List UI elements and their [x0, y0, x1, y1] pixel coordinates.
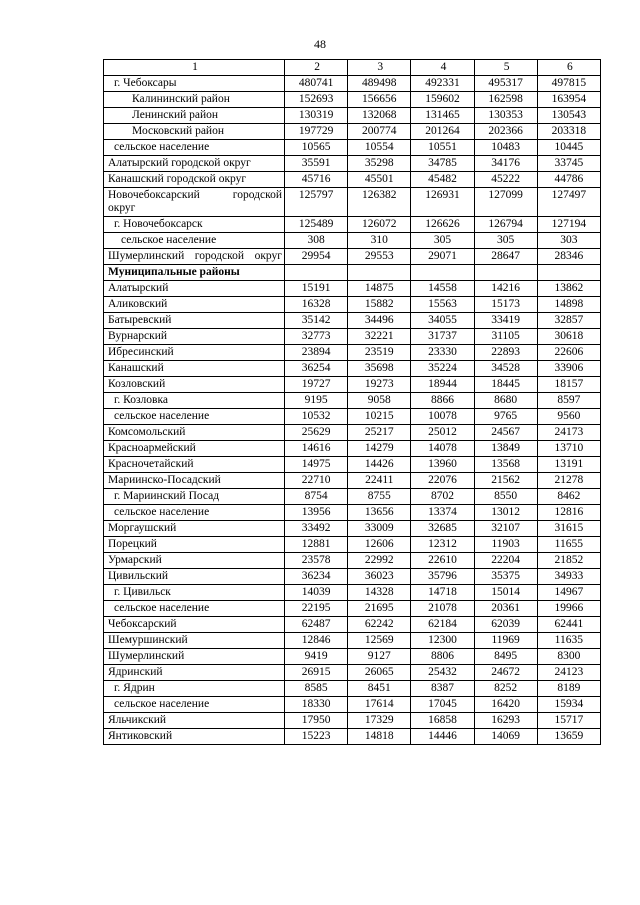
value-cell: 21078 — [411, 601, 474, 617]
value-cell: 303 — [537, 233, 600, 249]
table-row — [104, 329, 601, 345]
value-cell: 23330 — [411, 345, 474, 361]
table-header-row — [104, 60, 601, 76]
value-cell: 11903 — [474, 537, 537, 553]
row-name-cell: Алатырский городской округ — [104, 156, 285, 172]
table-row — [104, 124, 601, 140]
value-cell: 36023 — [348, 569, 411, 585]
table-row — [104, 409, 601, 425]
value-cell: 9058 — [348, 393, 411, 409]
row-name-cell: Аликовский — [104, 297, 285, 313]
value-cell: 126382 — [348, 188, 411, 217]
value-cell: 14039 — [285, 585, 348, 601]
table-row — [104, 217, 601, 233]
row-name-cell: сельское население — [104, 409, 285, 425]
value-cell: 15563 — [411, 297, 474, 313]
table-row — [104, 441, 601, 457]
value-cell: 14078 — [411, 441, 474, 457]
table-row — [104, 617, 601, 633]
value-cell: 308 — [285, 233, 348, 249]
value-cell: 130353 — [474, 108, 537, 124]
table-row — [104, 92, 601, 108]
value-cell: 15717 — [537, 713, 600, 729]
value-cell: 10532 — [285, 409, 348, 425]
table-row — [104, 521, 601, 537]
value-cell: 15934 — [537, 697, 600, 713]
value-cell: 19727 — [285, 377, 348, 393]
value-cell: 125489 — [285, 217, 348, 233]
value-cell: 162598 — [474, 92, 537, 108]
row-name-cell: Московский район — [104, 124, 285, 140]
value-cell: 305 — [411, 233, 474, 249]
value-cell: 8252 — [474, 681, 537, 697]
value-cell: 13656 — [348, 505, 411, 521]
value-cell: 14279 — [348, 441, 411, 457]
value-cell: 132068 — [348, 108, 411, 124]
row-name-cell: Вурнарский — [104, 329, 285, 345]
value-cell — [411, 265, 474, 281]
value-cell: 31105 — [474, 329, 537, 345]
value-cell: 33419 — [474, 313, 537, 329]
value-cell: 29954 — [285, 249, 348, 265]
row-name-cell: Муниципальные районы — [104, 265, 285, 281]
row-name-cell: Мариинско-Посадский — [104, 473, 285, 489]
value-cell: 33009 — [348, 521, 411, 537]
table-row — [104, 156, 601, 172]
table-row — [104, 633, 601, 649]
row-name-cell: Комсомольский — [104, 425, 285, 441]
header-cell: 3 — [348, 60, 411, 76]
value-cell: 45482 — [411, 172, 474, 188]
value-cell: 18944 — [411, 377, 474, 393]
value-cell: 13849 — [474, 441, 537, 457]
value-cell: 26915 — [285, 665, 348, 681]
value-cell: 22411 — [348, 473, 411, 489]
row-name-cell: сельское население — [104, 233, 285, 249]
value-cell: 19966 — [537, 601, 600, 617]
value-cell: 163954 — [537, 92, 600, 108]
value-cell: 497815 — [537, 76, 600, 92]
value-cell: 45222 — [474, 172, 537, 188]
value-cell: 22893 — [474, 345, 537, 361]
value-cell: 45501 — [348, 172, 411, 188]
table-row — [104, 553, 601, 569]
value-cell: 35224 — [411, 361, 474, 377]
value-cell: 156656 — [348, 92, 411, 108]
table-row — [104, 249, 601, 265]
value-cell: 21562 — [474, 473, 537, 489]
table-row — [104, 281, 601, 297]
value-cell: 130543 — [537, 108, 600, 124]
value-cell: 9419 — [285, 649, 348, 665]
table-row — [104, 681, 601, 697]
value-cell: 21695 — [348, 601, 411, 617]
row-name-cell: Моргаушский — [104, 521, 285, 537]
value-cell: 33906 — [537, 361, 600, 377]
value-cell: 14069 — [474, 729, 537, 745]
row-name-cell: Козловский — [104, 377, 285, 393]
value-cell: 12300 — [411, 633, 474, 649]
value-cell: 310 — [348, 233, 411, 249]
row-name-cell: Янтиковский — [104, 729, 285, 745]
value-cell: 159602 — [411, 92, 474, 108]
table-row — [104, 457, 601, 473]
value-cell: 25432 — [411, 665, 474, 681]
value-cell: 10554 — [348, 140, 411, 156]
header-cell: 2 — [285, 60, 348, 76]
header-cell: 6 — [537, 60, 600, 76]
value-cell: 32773 — [285, 329, 348, 345]
value-cell: 127194 — [537, 217, 600, 233]
value-cell: 35142 — [285, 313, 348, 329]
value-cell: 33492 — [285, 521, 348, 537]
row-name-cell: Калининский район — [104, 92, 285, 108]
table-row — [104, 537, 601, 553]
row-name-cell: Ядринский — [104, 665, 285, 681]
row-name-cell: Шумерлинский — [104, 649, 285, 665]
value-cell: 62039 — [474, 617, 537, 633]
value-cell: 18330 — [285, 697, 348, 713]
value-cell: 8495 — [474, 649, 537, 665]
value-cell: 33745 — [537, 156, 600, 172]
value-cell: 12846 — [285, 633, 348, 649]
value-cell: 18157 — [537, 377, 600, 393]
table-row — [104, 425, 601, 441]
header-cell: 5 — [474, 60, 537, 76]
row-name-cell: Канашский городской округ — [104, 172, 285, 188]
value-cell: 35375 — [474, 569, 537, 585]
value-cell: 36234 — [285, 569, 348, 585]
value-cell: 14616 — [285, 441, 348, 457]
value-cell: 62184 — [411, 617, 474, 633]
value-cell: 22606 — [537, 345, 600, 361]
value-cell: 62487 — [285, 617, 348, 633]
value-cell: 14818 — [348, 729, 411, 745]
value-cell: 8702 — [411, 489, 474, 505]
table-row — [104, 489, 601, 505]
value-cell: 8387 — [411, 681, 474, 697]
table-row — [104, 393, 601, 409]
value-cell: 8680 — [474, 393, 537, 409]
value-cell: 14216 — [474, 281, 537, 297]
value-cell: 125797 — [285, 188, 348, 217]
value-cell: 28346 — [537, 249, 600, 265]
table-row — [104, 377, 601, 393]
value-cell: 34933 — [537, 569, 600, 585]
row-name-cell: Яльчикский — [104, 713, 285, 729]
value-cell: 8755 — [348, 489, 411, 505]
value-cell: 13659 — [537, 729, 600, 745]
value-cell: 20361 — [474, 601, 537, 617]
table-row — [104, 697, 601, 713]
value-cell: 17950 — [285, 713, 348, 729]
value-cell: 495317 — [474, 76, 537, 92]
row-name-cell: Канашский — [104, 361, 285, 377]
row-name-cell: Новочебоксарский городской округ — [104, 188, 285, 217]
row-name-cell: сельское население — [104, 505, 285, 521]
value-cell: 26065 — [348, 665, 411, 681]
row-name-cell: Ибресинский — [104, 345, 285, 361]
value-cell: 130319 — [285, 108, 348, 124]
row-name-cell: Порецкий — [104, 537, 285, 553]
value-cell: 21852 — [537, 553, 600, 569]
value-cell: 305 — [474, 233, 537, 249]
value-cell: 10078 — [411, 409, 474, 425]
value-cell: 12816 — [537, 505, 600, 521]
value-cell: 15191 — [285, 281, 348, 297]
value-cell: 12312 — [411, 537, 474, 553]
row-name-cell: Красночетайский — [104, 457, 285, 473]
value-cell: 35591 — [285, 156, 348, 172]
table-row — [104, 76, 601, 92]
row-name-cell: Батыревский — [104, 313, 285, 329]
table-row — [104, 601, 601, 617]
row-name-cell: г. Мариинский Посад — [104, 489, 285, 505]
value-cell: 127497 — [537, 188, 600, 217]
value-cell: 131465 — [411, 108, 474, 124]
table-row — [104, 585, 601, 601]
value-cell: 200774 — [348, 124, 411, 140]
value-cell: 8189 — [537, 681, 600, 697]
value-cell: 10483 — [474, 140, 537, 156]
table-row — [104, 140, 601, 156]
value-cell: 17329 — [348, 713, 411, 729]
value-cell: 24173 — [537, 425, 600, 441]
value-cell: 23894 — [285, 345, 348, 361]
value-cell: 10215 — [348, 409, 411, 425]
table-row — [104, 172, 601, 188]
value-cell: 127099 — [474, 188, 537, 217]
value-cell: 34528 — [474, 361, 537, 377]
value-cell: 11655 — [537, 537, 600, 553]
row-name-cell: сельское население — [104, 697, 285, 713]
value-cell: 34176 — [474, 156, 537, 172]
value-cell: 62441 — [537, 617, 600, 633]
value-cell: 34055 — [411, 313, 474, 329]
table-row — [104, 188, 601, 217]
value-cell: 18445 — [474, 377, 537, 393]
value-cell: 62242 — [348, 617, 411, 633]
value-cell: 9560 — [537, 409, 600, 425]
value-cell: 8597 — [537, 393, 600, 409]
row-name-cell: Урмарский — [104, 553, 285, 569]
table-row — [104, 233, 601, 249]
value-cell: 8462 — [537, 489, 600, 505]
value-cell: 17045 — [411, 697, 474, 713]
value-cell: 152693 — [285, 92, 348, 108]
value-cell: 24567 — [474, 425, 537, 441]
table-row — [104, 569, 601, 585]
value-cell: 22610 — [411, 553, 474, 569]
row-name-cell: сельское население — [104, 140, 285, 156]
value-cell: 21278 — [537, 473, 600, 489]
value-cell: 35698 — [348, 361, 411, 377]
value-cell: 15014 — [474, 585, 537, 601]
value-cell — [537, 265, 600, 281]
value-cell: 492331 — [411, 76, 474, 92]
value-cell: 480741 — [285, 76, 348, 92]
table-row — [104, 108, 601, 124]
value-cell: 25012 — [411, 425, 474, 441]
value-cell: 13956 — [285, 505, 348, 521]
value-cell: 23578 — [285, 553, 348, 569]
value-cell: 32221 — [348, 329, 411, 345]
row-name-cell: Шумерлинский городской округ — [104, 249, 285, 265]
value-cell: 34496 — [348, 313, 411, 329]
value-cell: 126794 — [474, 217, 537, 233]
value-cell: 12881 — [285, 537, 348, 553]
header-cell: 4 — [411, 60, 474, 76]
row-name-cell: Алатырский — [104, 281, 285, 297]
value-cell: 16293 — [474, 713, 537, 729]
row-name-cell: Ленинский район — [104, 108, 285, 124]
value-cell: 45716 — [285, 172, 348, 188]
value-cell: 22076 — [411, 473, 474, 489]
value-cell: 8451 — [348, 681, 411, 697]
value-cell: 13960 — [411, 457, 474, 473]
row-name-cell: г. Козловка — [104, 393, 285, 409]
value-cell: 8866 — [411, 393, 474, 409]
table-row — [104, 473, 601, 489]
value-cell: 13012 — [474, 505, 537, 521]
value-cell — [348, 265, 411, 281]
value-cell: 14967 — [537, 585, 600, 601]
value-cell: 24672 — [474, 665, 537, 681]
row-name-cell: г. Новочебоксарск — [104, 217, 285, 233]
value-cell: 13710 — [537, 441, 600, 457]
value-cell: 22710 — [285, 473, 348, 489]
value-cell: 14718 — [411, 585, 474, 601]
value-cell: 14328 — [348, 585, 411, 601]
value-cell: 16328 — [285, 297, 348, 313]
value-cell: 44786 — [537, 172, 600, 188]
value-cell: 11969 — [474, 633, 537, 649]
table-row — [104, 713, 601, 729]
value-cell — [474, 265, 537, 281]
value-cell: 126626 — [411, 217, 474, 233]
population-table — [103, 59, 601, 745]
value-cell: 13374 — [411, 505, 474, 521]
value-cell: 8754 — [285, 489, 348, 505]
row-name-cell: г. Чебоксары — [104, 76, 285, 92]
value-cell: 8585 — [285, 681, 348, 697]
value-cell — [285, 265, 348, 281]
value-cell: 14975 — [285, 457, 348, 473]
value-cell: 13862 — [537, 281, 600, 297]
value-cell: 203318 — [537, 124, 600, 140]
value-cell: 22992 — [348, 553, 411, 569]
value-cell: 12569 — [348, 633, 411, 649]
value-cell: 13191 — [537, 457, 600, 473]
value-cell: 16858 — [411, 713, 474, 729]
row-name-cell: Красноармейский — [104, 441, 285, 457]
value-cell: 14558 — [411, 281, 474, 297]
value-cell: 126072 — [348, 217, 411, 233]
value-cell: 8300 — [537, 649, 600, 665]
value-cell: 13568 — [474, 457, 537, 473]
row-name-cell: Чебоксарский — [104, 617, 285, 633]
value-cell: 36254 — [285, 361, 348, 377]
value-cell: 489498 — [348, 76, 411, 92]
value-cell: 202366 — [474, 124, 537, 140]
value-cell: 30618 — [537, 329, 600, 345]
value-cell: 22204 — [474, 553, 537, 569]
table-row — [104, 505, 601, 521]
header-cell: 1 — [104, 60, 285, 76]
value-cell: 14426 — [348, 457, 411, 473]
value-cell: 25629 — [285, 425, 348, 441]
value-cell: 28647 — [474, 249, 537, 265]
value-cell: 201264 — [411, 124, 474, 140]
value-cell: 15223 — [285, 729, 348, 745]
table-row — [104, 729, 601, 745]
value-cell: 19273 — [348, 377, 411, 393]
row-name-cell: Шемуршинский — [104, 633, 285, 649]
row-name-cell: сельское население — [104, 601, 285, 617]
value-cell: 17614 — [348, 697, 411, 713]
value-cell: 31615 — [537, 521, 600, 537]
value-cell: 9765 — [474, 409, 537, 425]
value-cell: 8550 — [474, 489, 537, 505]
value-cell: 29553 — [348, 249, 411, 265]
value-cell: 9195 — [285, 393, 348, 409]
row-name-cell: Цивильский — [104, 569, 285, 585]
value-cell: 35298 — [348, 156, 411, 172]
value-cell: 31737 — [411, 329, 474, 345]
page-number: 48 — [314, 37, 326, 51]
value-cell: 10445 — [537, 140, 600, 156]
table-row — [104, 345, 601, 361]
table-row — [104, 265, 601, 281]
value-cell: 29071 — [411, 249, 474, 265]
value-cell: 32857 — [537, 313, 600, 329]
value-cell: 23519 — [348, 345, 411, 361]
value-cell: 14875 — [348, 281, 411, 297]
value-cell: 15173 — [474, 297, 537, 313]
value-cell: 11635 — [537, 633, 600, 649]
table-row — [104, 313, 601, 329]
value-cell: 34785 — [411, 156, 474, 172]
value-cell: 126931 — [411, 188, 474, 217]
value-cell: 10565 — [285, 140, 348, 156]
value-cell: 8806 — [411, 649, 474, 665]
value-cell: 16420 — [474, 697, 537, 713]
value-cell: 25217 — [348, 425, 411, 441]
table-row — [104, 649, 601, 665]
value-cell: 12606 — [348, 537, 411, 553]
table-row — [104, 297, 601, 313]
value-cell: 197729 — [285, 124, 348, 140]
value-cell: 14898 — [537, 297, 600, 313]
row-name-cell: г. Цивильск — [104, 585, 285, 601]
value-cell: 32685 — [411, 521, 474, 537]
value-cell: 15882 — [348, 297, 411, 313]
value-cell: 32107 — [474, 521, 537, 537]
row-name-cell: г. Ядрин — [104, 681, 285, 697]
value-cell: 22195 — [285, 601, 348, 617]
value-cell: 10551 — [411, 140, 474, 156]
value-cell: 9127 — [348, 649, 411, 665]
table-body — [104, 60, 601, 745]
value-cell: 14446 — [411, 729, 474, 745]
value-cell: 35796 — [411, 569, 474, 585]
table-row — [104, 361, 601, 377]
table-row — [104, 665, 601, 681]
value-cell: 24123 — [537, 665, 600, 681]
